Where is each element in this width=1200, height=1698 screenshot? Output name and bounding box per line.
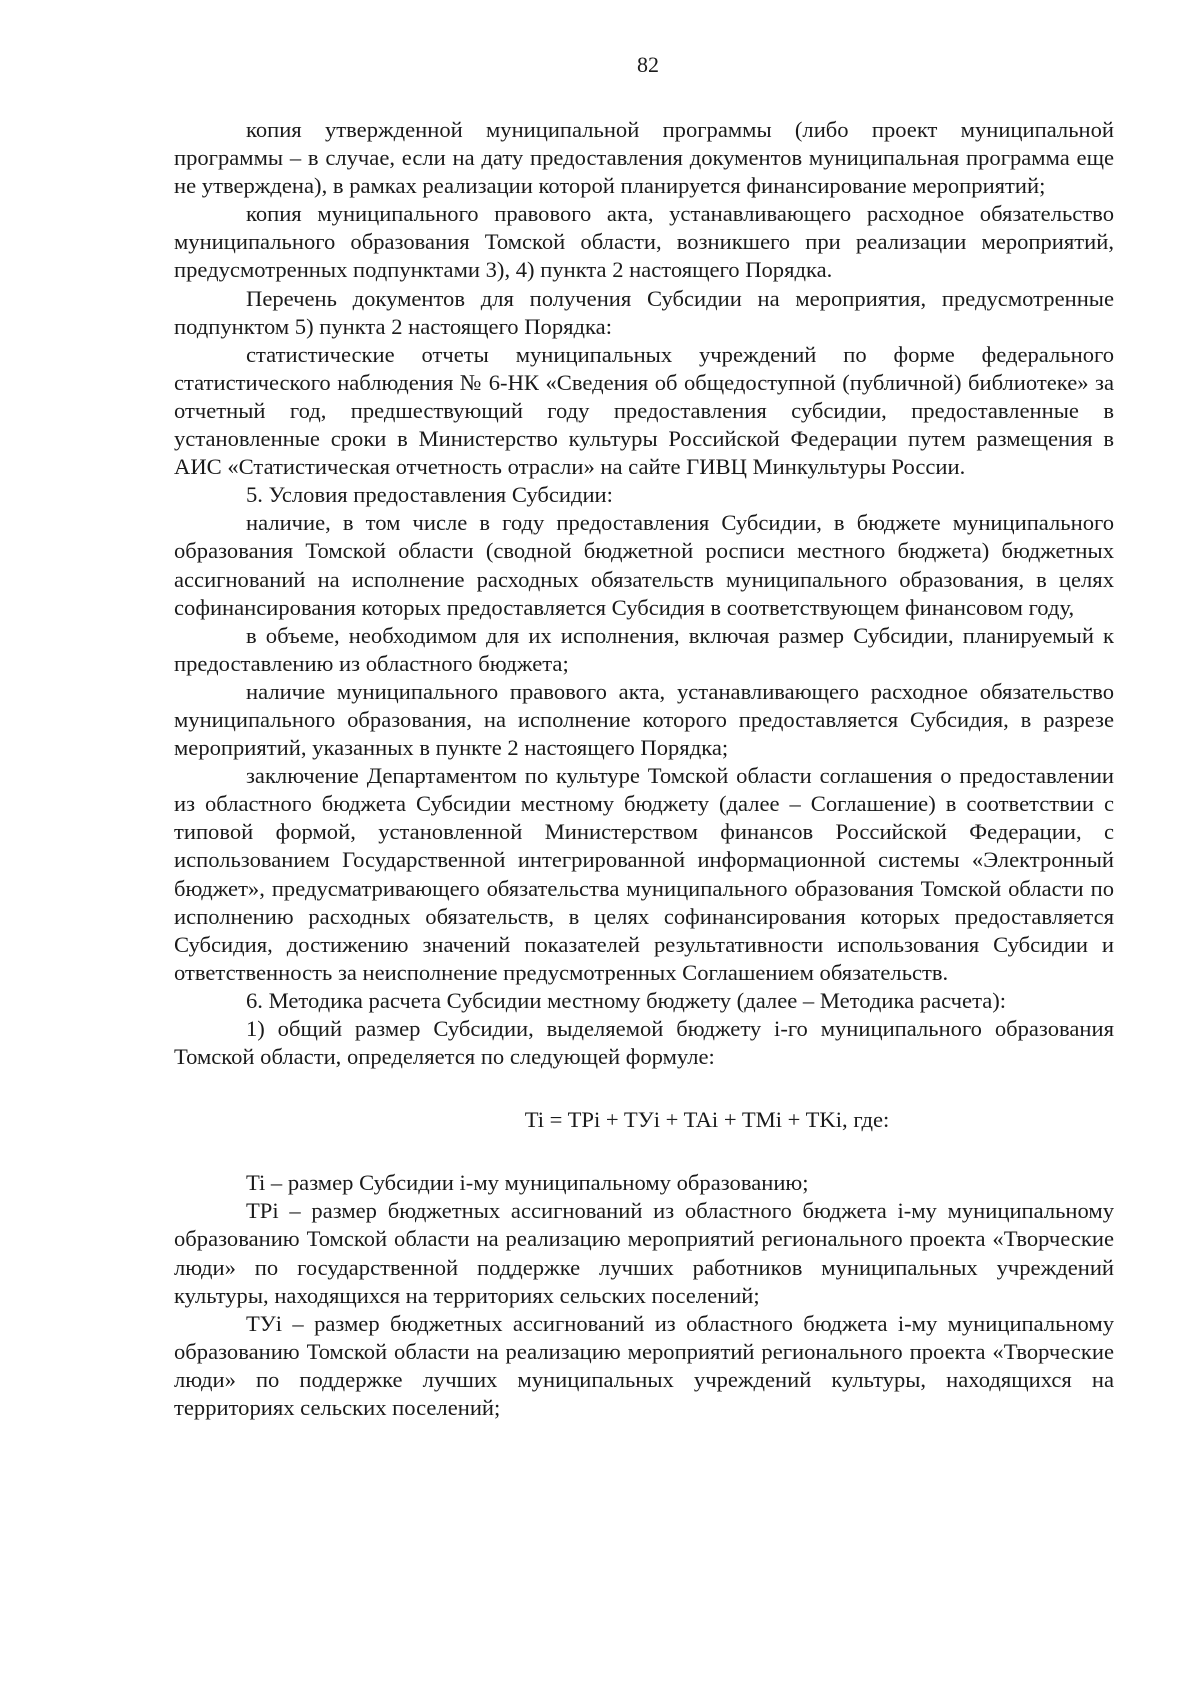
paragraph-statistical-reports: статистические отчеты муниципальных учреждений по форме федерального статистического наблюдения № 6-НК «Сведения об общедоступной (публичной) библиотеке» за отчетный год, предшествующий году предоставления субсидии, предоставленные в установленные сроки в Министерство культуры Российской Федерации путем размещения в АИС «Статистическая отчетность отрасли» на сайте ГИВЦ Минкультуры России. bbox=[174, 341, 1114, 480]
page-number: 82 bbox=[637, 52, 659, 77]
paragraph-legal-act-presence: наличие муниципального правового акта, устанавливающего расходное обязательство муниципального образования, на исполнение которого предоставляется Субсидия, в разрезе мероприятий, указанных в пункте 2 настоящего Порядка; bbox=[174, 678, 1114, 761]
formula: Ti = TPi + TУi + TAi + TMi + TKi, где: bbox=[524, 1107, 890, 1133]
document-body bbox=[174, 116, 1114, 1422]
paragraph-ti-definition: Ti – размер Субсидии i-му муниципальному образованию; bbox=[246, 1170, 809, 1196]
paragraph-documents-list: Перечень документов для получения Субсидии на мероприятия, предусмотренные подпунктом 5) пункта 2 настоящего Порядка: bbox=[174, 285, 1114, 339]
paragraph-agreement: заключение Департаментом по культуре Томской области соглашения о предоставлении из областного бюджета Субсидии местному бюджету (далее – Соглашение) в соответствии с типовой формой, установленной Министерством финансов Российской Федерации, с использованием Государственной интегрированной информационной системы «Электронный бюджет», предусматривающего обязательства муниципального образования Томской области по исполнению расходных обязательств, в целях софинансирования которых предоставляется Субсидия, достижению значений показателей результативности использования Субсидии и ответственность за неисполнение предусмотренных Соглашением обязательств. bbox=[174, 763, 1114, 985]
paragraph-budget-availability: наличие, в том числе в году предоставления Субсидии, в бюджете муниципального образования Томской области (сводной бюджетной росписи местного бюджета) бюджетных ассигнований на исполнение расходных обязательств муниципального образования, в целях софинансирования которых предоставляется Субсидия в соответствующем финансовом году, bbox=[174, 510, 1114, 620]
paragraph-program-copy: копия утвержденной муниципальной программы (либо проект муниципальной программы – в случае, если на дату предоставления документов муниципальная программа еще не утверждена), в рамках реализации которой планируется финансирование мероприятий; bbox=[174, 117, 1114, 199]
paragraph-tui-definition: TУi – размер бюджетных ассигнований из областного бюджета i-му муниципальному образованию Томской области на реализацию мероприятий регионального проекта «Творческие люди» по поддержке лучших муниципальных учреждений культуры, находящихся на территориях сельских поселений; bbox=[174, 1310, 1114, 1421]
paragraph-volume: в объеме, необходимом для их исполнения, включая размер Субсидии, планируемый к предоставлению из областного бюджета; bbox=[174, 622, 1114, 676]
paragraph-tpi-definition: TPi – размер бюджетных ассигнований из областного бюджета i-му муниципальному образованию Томской области на реализацию мероприятий регионального проекта «Творческие люди» по государственной поддержке лучших работников муниципальных учреждений культуры, находящихся на территориях сельских поселений; bbox=[174, 1198, 1114, 1308]
section-heading-conditions: 5. Условия предоставления Субсидии: bbox=[246, 482, 613, 508]
paragraph-total-size: 1) общий размер Субсидии, выделяемой бюджету i-го муниципального образования Томской области, определяется по следующей формуле: bbox=[174, 1016, 1114, 1070]
section-heading-methodology: 6. Методика расчета Субсидии местному бюджету (далее – Методика расчета): bbox=[246, 987, 1007, 1013]
paragraph-legal-act-copy: копия муниципального правового акта, устанавливающего расходное обязательство муниципального образования Томской области, возникшего при реализации мероприятий, предусмотренных подпунктами 3), 4) пункта 2 настоящего Порядка. bbox=[174, 201, 1114, 283]
